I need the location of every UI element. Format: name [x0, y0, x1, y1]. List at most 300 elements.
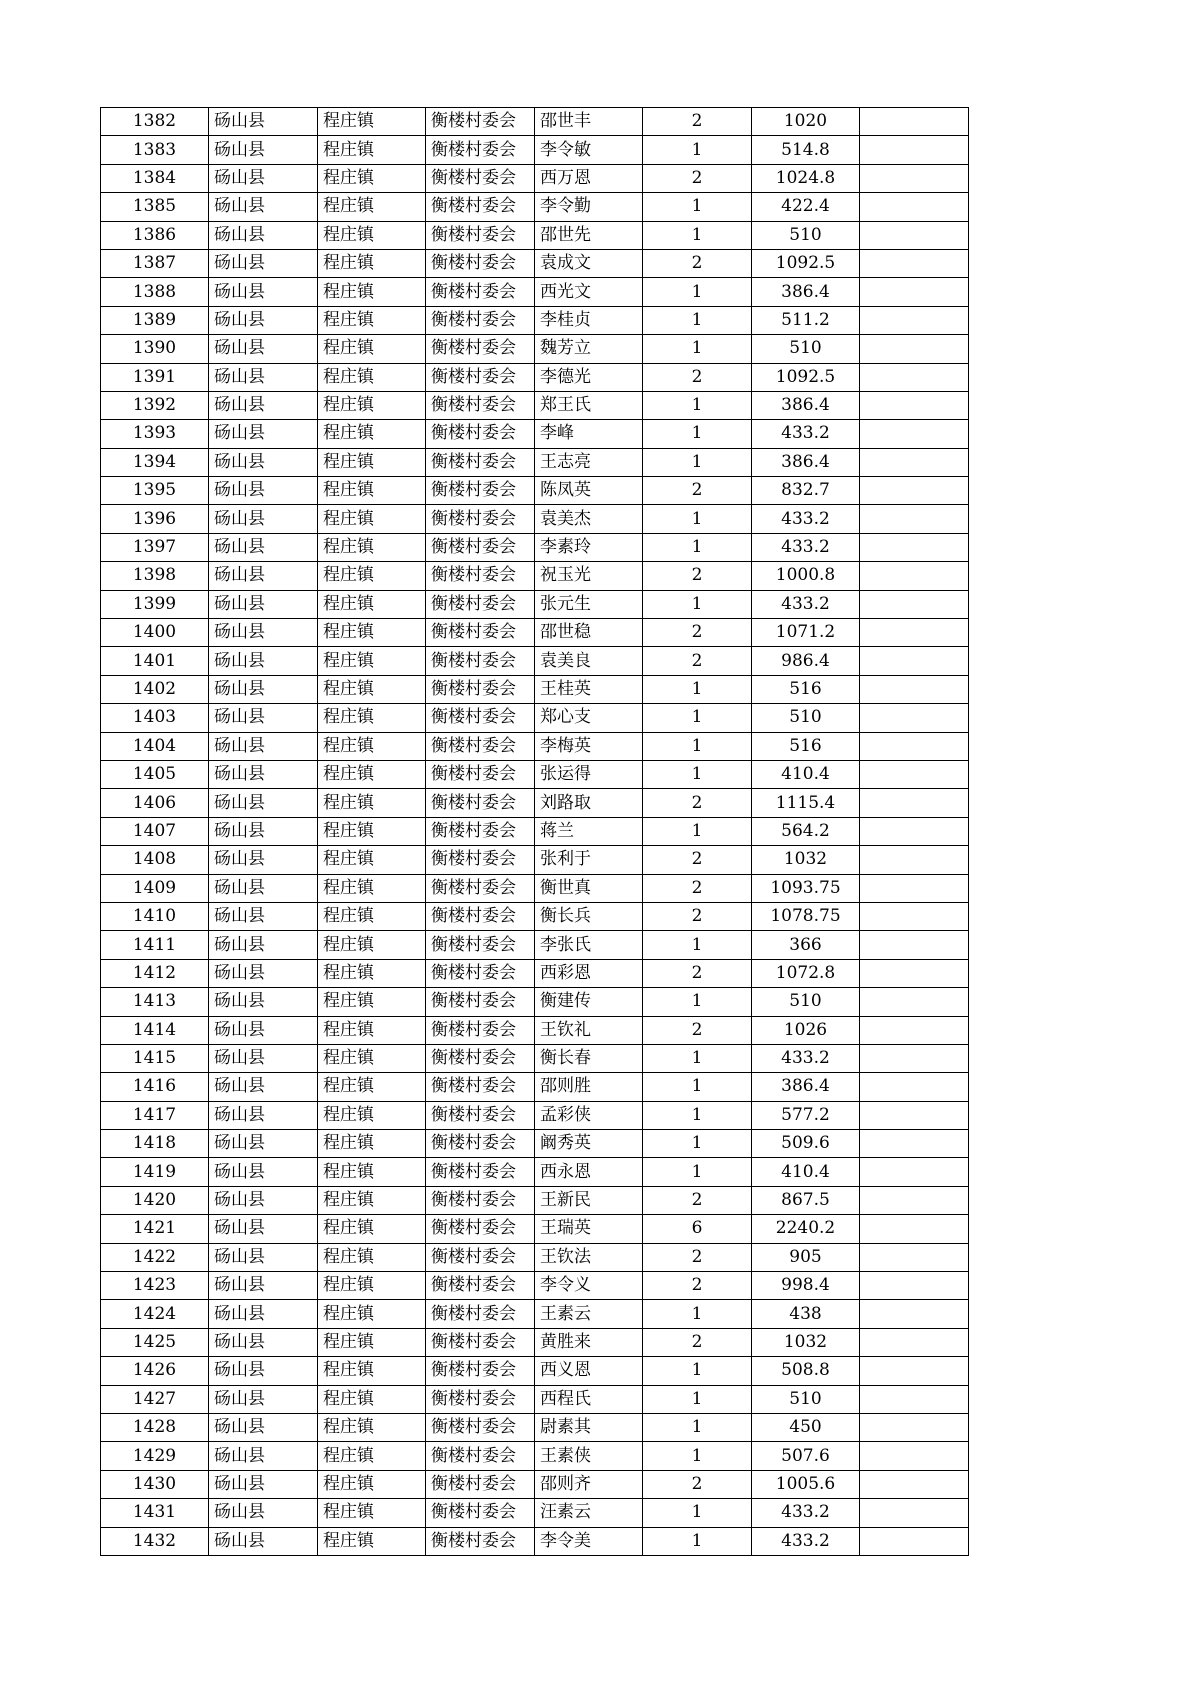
cell-village: 衡楼村委会	[426, 874, 535, 902]
table-row	[101, 988, 969, 1016]
cell-village: 衡楼村委会	[426, 931, 535, 959]
cell-county: 砀山县	[209, 959, 318, 987]
cell-household-count: 1	[643, 590, 752, 618]
cell-name: 西光文	[535, 278, 643, 306]
cell-town: 程庄镇	[318, 1357, 426, 1385]
cell-town: 程庄镇	[318, 136, 426, 164]
cell-town: 程庄镇	[318, 874, 426, 902]
cell-village: 衡楼村委会	[426, 1470, 535, 1498]
cell-note	[860, 136, 969, 164]
cell-name: 西万恩	[535, 164, 643, 192]
cell-note	[860, 1272, 969, 1300]
cell-amount: 516	[752, 675, 860, 703]
cell-number: 1427	[101, 1385, 209, 1413]
cell-name: 汪素云	[535, 1499, 643, 1527]
table-row	[101, 817, 969, 845]
cell-amount: 986.4	[752, 647, 860, 675]
cell-name: 王素侠	[535, 1442, 643, 1470]
cell-name: 邵则齐	[535, 1470, 643, 1498]
cell-town: 程庄镇	[318, 477, 426, 505]
cell-household-count: 1	[643, 931, 752, 959]
cell-county: 砀山县	[209, 1186, 318, 1214]
cell-amount: 422.4	[752, 193, 860, 221]
cell-name: 李峰	[535, 420, 643, 448]
cell-household-count: 2	[643, 1470, 752, 1498]
table-row	[101, 306, 969, 334]
cell-household-count: 1	[643, 221, 752, 249]
cell-county: 砀山县	[209, 1357, 318, 1385]
cell-town: 程庄镇	[318, 1385, 426, 1413]
cell-household-count: 1	[643, 1300, 752, 1328]
cell-county: 砀山县	[209, 874, 318, 902]
cell-name: 袁成文	[535, 249, 643, 277]
cell-amount: 577.2	[752, 1101, 860, 1129]
cell-town: 程庄镇	[318, 221, 426, 249]
cell-town: 程庄镇	[318, 647, 426, 675]
cell-town: 程庄镇	[318, 704, 426, 732]
cell-number: 1391	[101, 363, 209, 391]
cell-number: 1417	[101, 1101, 209, 1129]
cell-amount: 510	[752, 1385, 860, 1413]
cell-name: 孟彩侠	[535, 1101, 643, 1129]
table-row	[101, 675, 969, 703]
cell-note	[860, 1413, 969, 1441]
cell-county: 砀山县	[209, 1215, 318, 1243]
cell-town: 程庄镇	[318, 1442, 426, 1470]
table-row	[101, 874, 969, 902]
cell-village: 衡楼村委会	[426, 1243, 535, 1271]
cell-county: 砀山县	[209, 1016, 318, 1044]
cell-household-count: 2	[643, 1186, 752, 1214]
cell-name: 李素玲	[535, 533, 643, 561]
cell-note	[860, 760, 969, 788]
cell-note	[860, 789, 969, 817]
cell-amount: 433.2	[752, 1527, 860, 1555]
cell-number: 1419	[101, 1158, 209, 1186]
cell-town: 程庄镇	[318, 1215, 426, 1243]
cell-household-count: 2	[643, 619, 752, 647]
table-row	[101, 931, 969, 959]
cell-number: 1402	[101, 675, 209, 703]
cell-household-count: 2	[643, 846, 752, 874]
cell-county: 砀山县	[209, 902, 318, 930]
cell-amount: 1026	[752, 1016, 860, 1044]
cell-county: 砀山县	[209, 306, 318, 334]
cell-number: 1394	[101, 448, 209, 476]
cell-village: 衡楼村委会	[426, 420, 535, 448]
cell-county: 砀山县	[209, 931, 318, 959]
cell-county: 砀山县	[209, 647, 318, 675]
cell-number: 1426	[101, 1357, 209, 1385]
cell-number: 1382	[101, 108, 209, 136]
cell-number: 1429	[101, 1442, 209, 1470]
cell-town: 程庄镇	[318, 1527, 426, 1555]
cell-household-count: 2	[643, 164, 752, 192]
cell-note	[860, 647, 969, 675]
cell-county: 砀山县	[209, 533, 318, 561]
cell-amount: 510	[752, 704, 860, 732]
cell-note	[860, 533, 969, 561]
cell-name: 衡长春	[535, 1044, 643, 1072]
cell-amount: 1092.5	[752, 249, 860, 277]
cell-note	[860, 874, 969, 902]
cell-county: 砀山县	[209, 1328, 318, 1356]
cell-village: 衡楼村委会	[426, 704, 535, 732]
cell-amount: 1000.8	[752, 562, 860, 590]
cell-amount: 433.2	[752, 1499, 860, 1527]
cell-village: 衡楼村委会	[426, 164, 535, 192]
cell-number: 1425	[101, 1328, 209, 1356]
cell-name: 西义恩	[535, 1357, 643, 1385]
table-row	[101, 732, 969, 760]
cell-amount: 564.2	[752, 817, 860, 845]
cell-village: 衡楼村委会	[426, 760, 535, 788]
table-row	[101, 619, 969, 647]
data-table	[100, 107, 969, 1556]
cell-county: 砀山县	[209, 335, 318, 363]
cell-town: 程庄镇	[318, 1470, 426, 1498]
table-row	[101, 959, 969, 987]
cell-number: 1431	[101, 1499, 209, 1527]
cell-county: 砀山县	[209, 391, 318, 419]
cell-amount: 386.4	[752, 448, 860, 476]
cell-village: 衡楼村委会	[426, 1499, 535, 1527]
table-row	[101, 789, 969, 817]
cell-household-count: 2	[643, 1328, 752, 1356]
cell-town: 程庄镇	[318, 959, 426, 987]
cell-county: 砀山县	[209, 420, 318, 448]
table-row	[101, 1215, 969, 1243]
cell-village: 衡楼村委会	[426, 1357, 535, 1385]
cell-county: 砀山县	[209, 704, 318, 732]
cell-town: 程庄镇	[318, 1158, 426, 1186]
table-row	[101, 1101, 969, 1129]
cell-amount: 1024.8	[752, 164, 860, 192]
cell-household-count: 1	[643, 1527, 752, 1555]
cell-county: 砀山县	[209, 1300, 318, 1328]
cell-village: 衡楼村委会	[426, 193, 535, 221]
cell-town: 程庄镇	[318, 817, 426, 845]
cell-county: 砀山县	[209, 817, 318, 845]
table-row	[101, 420, 969, 448]
table-row	[101, 1272, 969, 1300]
cell-name: 张运得	[535, 760, 643, 788]
cell-number: 1389	[101, 306, 209, 334]
cell-note	[860, 1186, 969, 1214]
cell-note	[860, 249, 969, 277]
table-row	[101, 505, 969, 533]
cell-note	[860, 278, 969, 306]
cell-name: 邵则胜	[535, 1073, 643, 1101]
cell-town: 程庄镇	[318, 193, 426, 221]
cell-household-count: 1	[643, 732, 752, 760]
cell-note	[860, 1300, 969, 1328]
cell-village: 衡楼村委会	[426, 846, 535, 874]
cell-county: 砀山县	[209, 619, 318, 647]
cell-county: 砀山县	[209, 732, 318, 760]
cell-note	[860, 1357, 969, 1385]
cell-county: 砀山县	[209, 760, 318, 788]
cell-household-count: 1	[643, 1101, 752, 1129]
cell-amount: 510	[752, 221, 860, 249]
cell-number: 1410	[101, 902, 209, 930]
table-row	[101, 647, 969, 675]
cell-household-count: 2	[643, 108, 752, 136]
cell-village: 衡楼村委会	[426, 363, 535, 391]
cell-amount: 386.4	[752, 1073, 860, 1101]
cell-household-count: 1	[643, 1044, 752, 1072]
cell-household-count: 2	[643, 477, 752, 505]
cell-household-count: 2	[643, 1016, 752, 1044]
cell-amount: 507.6	[752, 1442, 860, 1470]
cell-amount: 510	[752, 335, 860, 363]
cell-household-count: 1	[643, 335, 752, 363]
table-row	[101, 902, 969, 930]
table-row	[101, 1413, 969, 1441]
cell-note	[860, 732, 969, 760]
cell-county: 砀山县	[209, 108, 318, 136]
cell-county: 砀山县	[209, 1158, 318, 1186]
cell-number: 1424	[101, 1300, 209, 1328]
cell-amount: 1071.2	[752, 619, 860, 647]
cell-name: 王新民	[535, 1186, 643, 1214]
cell-household-count: 1	[643, 193, 752, 221]
table-row	[101, 704, 969, 732]
cell-county: 砀山县	[209, 789, 318, 817]
cell-village: 衡楼村委会	[426, 1328, 535, 1356]
cell-note	[860, 1016, 969, 1044]
cell-county: 砀山县	[209, 1499, 318, 1527]
table-row	[101, 1385, 969, 1413]
cell-household-count: 1	[643, 1357, 752, 1385]
table-row	[101, 1044, 969, 1072]
cell-village: 衡楼村委会	[426, 448, 535, 476]
table-row	[101, 391, 969, 419]
cell-household-count: 1	[643, 1442, 752, 1470]
cell-household-count: 2	[643, 562, 752, 590]
cell-town: 程庄镇	[318, 1016, 426, 1044]
cell-village: 衡楼村委会	[426, 1130, 535, 1158]
cell-note	[860, 363, 969, 391]
cell-number: 1385	[101, 193, 209, 221]
cell-county: 砀山县	[209, 363, 318, 391]
cell-amount: 509.6	[752, 1130, 860, 1158]
cell-number: 1393	[101, 420, 209, 448]
cell-village: 衡楼村委会	[426, 817, 535, 845]
cell-note	[860, 1044, 969, 1072]
cell-town: 程庄镇	[318, 505, 426, 533]
cell-village: 衡楼村委会	[426, 1186, 535, 1214]
cell-number: 1397	[101, 533, 209, 561]
cell-village: 衡楼村委会	[426, 249, 535, 277]
cell-village: 衡楼村委会	[426, 619, 535, 647]
cell-number: 1411	[101, 931, 209, 959]
cell-village: 衡楼村委会	[426, 391, 535, 419]
cell-note	[860, 335, 969, 363]
cell-county: 砀山县	[209, 249, 318, 277]
cell-household-count: 1	[643, 420, 752, 448]
cell-village: 衡楼村委会	[426, 647, 535, 675]
cell-amount: 1092.5	[752, 363, 860, 391]
cell-amount: 1020	[752, 108, 860, 136]
cell-amount: 508.8	[752, 1357, 860, 1385]
cell-county: 砀山县	[209, 1044, 318, 1072]
cell-name: 西彩恩	[535, 959, 643, 987]
cell-name: 魏芳立	[535, 335, 643, 363]
cell-amount: 433.2	[752, 590, 860, 618]
cell-amount: 514.8	[752, 136, 860, 164]
cell-county: 砀山县	[209, 278, 318, 306]
cell-county: 砀山县	[209, 1272, 318, 1300]
cell-household-count: 1	[643, 817, 752, 845]
cell-note	[860, 1328, 969, 1356]
cell-village: 衡楼村委会	[426, 108, 535, 136]
cell-household-count: 2	[643, 249, 752, 277]
table-row	[101, 164, 969, 192]
cell-amount: 511.2	[752, 306, 860, 334]
cell-village: 衡楼村委会	[426, 533, 535, 561]
table-row	[101, 193, 969, 221]
cell-number: 1409	[101, 874, 209, 902]
cell-name: 李梅英	[535, 732, 643, 760]
cell-village: 衡楼村委会	[426, 1158, 535, 1186]
cell-amount: 1005.6	[752, 1470, 860, 1498]
cell-household-count: 2	[643, 789, 752, 817]
cell-town: 程庄镇	[318, 988, 426, 1016]
cell-note	[860, 505, 969, 533]
cell-village: 衡楼村委会	[426, 902, 535, 930]
cell-note	[860, 448, 969, 476]
cell-amount: 386.4	[752, 391, 860, 419]
cell-amount: 2240.2	[752, 1215, 860, 1243]
cell-town: 程庄镇	[318, 590, 426, 618]
cell-name: 李令勤	[535, 193, 643, 221]
cell-note	[860, 988, 969, 1016]
cell-county: 砀山县	[209, 164, 318, 192]
table-row	[101, 1186, 969, 1214]
cell-town: 程庄镇	[318, 562, 426, 590]
cell-note	[860, 931, 969, 959]
cell-note	[860, 1215, 969, 1243]
cell-note	[860, 1073, 969, 1101]
cell-county: 砀山县	[209, 1130, 318, 1158]
cell-town: 程庄镇	[318, 335, 426, 363]
cell-note	[860, 619, 969, 647]
cell-town: 程庄镇	[318, 1300, 426, 1328]
table-body	[101, 108, 969, 1556]
cell-village: 衡楼村委会	[426, 306, 535, 334]
cell-name: 李令美	[535, 1527, 643, 1555]
cell-note	[860, 306, 969, 334]
cell-village: 衡楼村委会	[426, 1300, 535, 1328]
cell-household-count: 1	[643, 1385, 752, 1413]
cell-number: 1428	[101, 1413, 209, 1441]
cell-village: 衡楼村委会	[426, 1385, 535, 1413]
cell-town: 程庄镇	[318, 533, 426, 561]
cell-amount: 1032	[752, 1328, 860, 1356]
cell-number: 1398	[101, 562, 209, 590]
cell-village: 衡楼村委会	[426, 988, 535, 1016]
cell-village: 衡楼村委会	[426, 505, 535, 533]
cell-town: 程庄镇	[318, 164, 426, 192]
cell-town: 程庄镇	[318, 931, 426, 959]
cell-village: 衡楼村委会	[426, 1272, 535, 1300]
cell-town: 程庄镇	[318, 1413, 426, 1441]
cell-town: 程庄镇	[318, 448, 426, 476]
cell-number: 1408	[101, 846, 209, 874]
cell-number: 1422	[101, 1243, 209, 1271]
cell-note	[860, 193, 969, 221]
cell-amount: 386.4	[752, 278, 860, 306]
cell-name: 李德光	[535, 363, 643, 391]
cell-number: 1423	[101, 1272, 209, 1300]
cell-county: 砀山县	[209, 590, 318, 618]
cell-number: 1392	[101, 391, 209, 419]
cell-amount: 510	[752, 988, 860, 1016]
cell-amount: 433.2	[752, 1044, 860, 1072]
cell-note	[860, 1527, 969, 1555]
cell-village: 衡楼村委会	[426, 675, 535, 703]
table-row	[101, 1328, 969, 1356]
cell-note	[860, 590, 969, 618]
cell-name: 邵世先	[535, 221, 643, 249]
cell-county: 砀山县	[209, 1101, 318, 1129]
table-row	[101, 448, 969, 476]
table-row	[101, 1527, 969, 1555]
cell-name: 邵世丰	[535, 108, 643, 136]
cell-town: 程庄镇	[318, 1186, 426, 1214]
cell-name: 王志亮	[535, 448, 643, 476]
table-row	[101, 1016, 969, 1044]
cell-name: 王钦礼	[535, 1016, 643, 1044]
cell-note	[860, 1470, 969, 1498]
cell-household-count: 2	[643, 647, 752, 675]
cell-number: 1421	[101, 1215, 209, 1243]
cell-village: 衡楼村委会	[426, 959, 535, 987]
cell-town: 程庄镇	[318, 1243, 426, 1271]
table-row	[101, 1357, 969, 1385]
cell-number: 1406	[101, 789, 209, 817]
cell-household-count: 2	[643, 1243, 752, 1271]
cell-name: 王瑞英	[535, 1215, 643, 1243]
cell-village: 衡楼村委会	[426, 1442, 535, 1470]
cell-village: 衡楼村委会	[426, 1016, 535, 1044]
cell-name: 郑心支	[535, 704, 643, 732]
cell-amount: 832.7	[752, 477, 860, 505]
cell-county: 砀山县	[209, 562, 318, 590]
cell-village: 衡楼村委会	[426, 1044, 535, 1072]
cell-number: 1407	[101, 817, 209, 845]
cell-household-count: 1	[643, 1158, 752, 1186]
cell-amount: 998.4	[752, 1272, 860, 1300]
cell-county: 砀山县	[209, 1470, 318, 1498]
cell-village: 衡楼村委会	[426, 278, 535, 306]
cell-household-count: 2	[643, 1272, 752, 1300]
cell-number: 1399	[101, 590, 209, 618]
cell-household-count: 1	[643, 1413, 752, 1441]
cell-household-count: 1	[643, 278, 752, 306]
table-row	[101, 1300, 969, 1328]
cell-name: 衡世真	[535, 874, 643, 902]
cell-name: 黄胜来	[535, 1328, 643, 1356]
cell-note	[860, 477, 969, 505]
cell-county: 砀山县	[209, 1073, 318, 1101]
cell-county: 砀山县	[209, 1442, 318, 1470]
cell-name: 衡长兵	[535, 902, 643, 930]
cell-note	[860, 1442, 969, 1470]
cell-village: 衡楼村委会	[426, 335, 535, 363]
cell-county: 砀山县	[209, 675, 318, 703]
